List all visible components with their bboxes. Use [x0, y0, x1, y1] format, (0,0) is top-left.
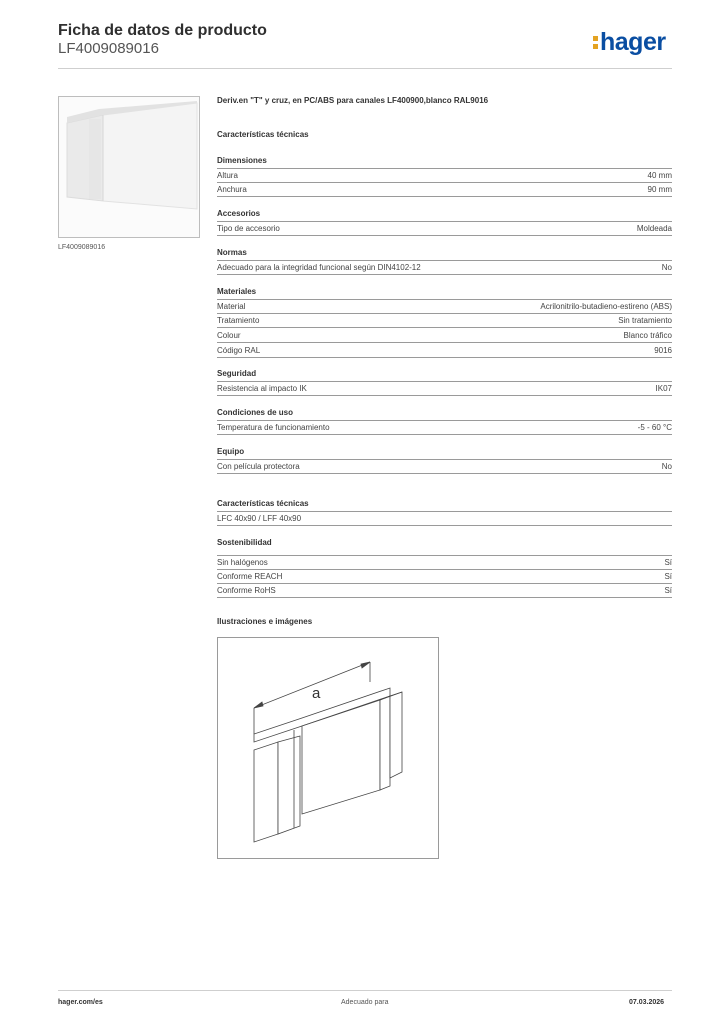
spec-label: LFC 40x90 / LFF 40x90 [217, 514, 302, 523]
spec-value: Sí [664, 586, 672, 595]
spec-value: No [661, 462, 672, 471]
spec-row [217, 183, 672, 197]
footer-divider [58, 990, 672, 991]
footer-date: 07.03.2026 [629, 999, 665, 1006]
header-divider [58, 68, 672, 69]
spec-row [217, 261, 672, 275]
spec-value: No [661, 263, 672, 272]
logo-text: hager [600, 28, 666, 56]
product-reference: LF4009089016 [58, 40, 159, 57]
product-image-caption: LF4009089016 [58, 244, 106, 251]
page-title: Ficha de datos de producto [58, 22, 267, 39]
spec-row [217, 314, 672, 328]
section-title-seguridad: Seguridad [217, 369, 257, 378]
spec-label: Sin halógenos [217, 558, 268, 567]
product-image [58, 96, 200, 238]
footer-website[interactable]: hager.com/es [58, 999, 103, 1006]
illustrations-heading: Ilustraciones e imágenes [217, 617, 313, 626]
spec-row [217, 421, 672, 435]
spec-value: Moldeada [636, 224, 672, 233]
spec-row [217, 169, 672, 183]
spec-row [217, 570, 672, 584]
spec-label: Código RAL [217, 346, 261, 355]
spec-row [217, 584, 672, 598]
spec-value: 90 mm [647, 185, 672, 194]
spec-row [217, 329, 672, 343]
section-title-materiales: Materiales [217, 287, 257, 296]
section-title-sostenibilidad: Sostenibilidad [217, 538, 272, 547]
spec-label: Material [217, 302, 246, 311]
section-title-equipo: Equipo [217, 447, 245, 456]
spec-row [217, 382, 672, 396]
spec-row [217, 300, 672, 314]
spec-label: Resistencia al impacto IK [217, 384, 307, 393]
spec-label: Conforme RoHS [217, 586, 276, 595]
spec-value: IK07 [655, 384, 672, 393]
spec-row [217, 512, 672, 526]
tech-heading: Características técnicas [217, 130, 309, 139]
spec-row [217, 460, 672, 474]
product-photo-icon [59, 97, 199, 237]
section-title-tech2: Características técnicas [217, 499, 309, 508]
spec-label: Altura [217, 171, 238, 180]
spec-label: Adecuado para la integridad funcional según DIN4102-12 [217, 263, 421, 272]
spec-label: Tipo de accesorio [217, 224, 280, 233]
dimension-label: a [312, 685, 321, 702]
spec-row [217, 344, 672, 358]
spec-label: Conforme REACH [217, 572, 283, 581]
spec-label: Temperatura de funcionamiento [217, 423, 330, 432]
section-title-accesorios: Accesorios [217, 209, 261, 218]
spec-label: Colour [217, 331, 241, 340]
spec-value: -5 - 60 °C [637, 423, 672, 432]
spec-value: 9016 [654, 346, 672, 355]
logo-dots-icon [593, 33, 598, 50]
spec-value: Sí [664, 558, 672, 567]
spec-label: Con película protectora [217, 462, 300, 471]
spec-value: Blanco tráfico [623, 331, 672, 340]
hager-logo[interactable] [593, 28, 666, 57]
spec-row [217, 556, 672, 570]
spec-value: Sí [664, 572, 672, 581]
technical-drawing [217, 637, 439, 859]
section-title-normas: Normas [217, 248, 247, 257]
spec-value: 40 mm [647, 171, 672, 180]
section-title-condiciones: Condiciones de uso [217, 408, 294, 417]
spec-value: Sin tratamiento [618, 316, 672, 325]
spec-label: Tratamiento [217, 316, 260, 325]
dimension-drawing-icon [218, 638, 438, 858]
section-title-dimensiones: Dimensiones [217, 156, 267, 165]
spec-value: Acrilonitrilo-butadieno-estireno (ABS) [540, 302, 672, 311]
product-description: Deriv.en "T" y cruz, en PC/ABS para canales LF400900,blanco RAL9016 [217, 96, 489, 105]
footer-center-text: Adecuado para [341, 999, 389, 1006]
spec-row [217, 222, 672, 236]
spec-label: Anchura [217, 185, 247, 194]
